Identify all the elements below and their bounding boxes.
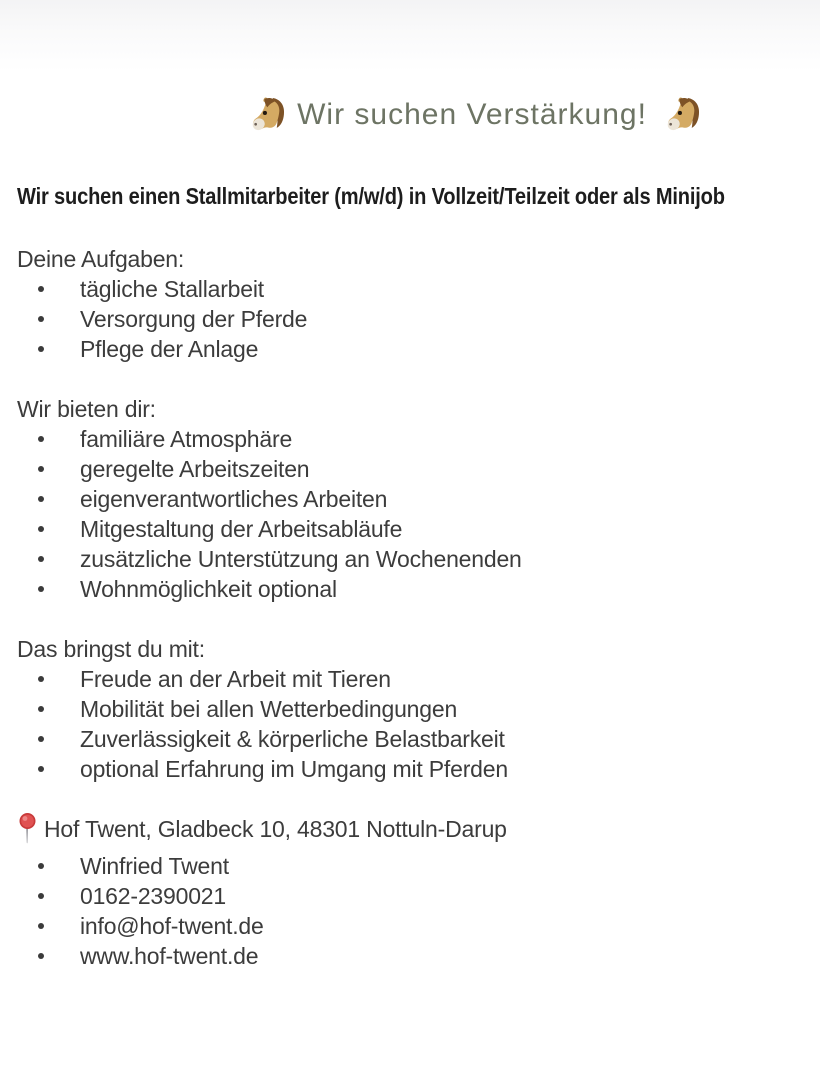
bullet-icon	[38, 556, 44, 562]
list-item-text: Pflege der Anlage	[80, 336, 259, 362]
job-headline: Wir suchen einen Stallmitarbeiter (m/w/d) in Vollzeit/Teilzeit oder als Minijob	[17, 183, 725, 209]
horse-face-icon	[250, 96, 287, 133]
list-item-text: info@hof-twent.de	[80, 913, 264, 939]
list-item	[17, 574, 820, 604]
list-item	[17, 724, 820, 754]
section-das-bringst-du-mit	[17, 634, 820, 784]
bullet-icon	[38, 526, 44, 532]
section-heading: Deine Aufgaben:	[17, 246, 185, 272]
round-pushpin-icon	[17, 812, 37, 846]
list-item	[17, 544, 820, 574]
bullet-icon	[38, 736, 44, 742]
horse-face-icon	[665, 96, 702, 133]
contact-address: Hof Twent, Gladbeck 10, 48301 Nottuln-Darup	[44, 816, 507, 842]
bullet-icon	[38, 863, 44, 869]
list-item-text: optional Erfahrung im Umgang mit Pferden	[80, 756, 508, 782]
list-item-text: geregelte Arbeitszeiten	[80, 456, 310, 482]
list-item-text: Wohnmöglichkeit optional	[80, 576, 337, 602]
contact-website	[17, 941, 820, 971]
bullet-list	[17, 274, 820, 364]
list-item-text: Mobilität bei allen Wetterbedingungen	[80, 696, 458, 722]
list-item	[17, 424, 820, 454]
list-item-text: Zuverlässigkeit & körperliche Belastbarkeit	[80, 726, 505, 752]
list-item-text: Versorgung der Pferde	[80, 306, 308, 332]
list-item	[17, 304, 820, 334]
bullet-icon	[38, 923, 44, 929]
contact-email	[17, 911, 820, 941]
bullet-list	[17, 424, 820, 604]
contact-list	[17, 851, 820, 971]
list-item	[17, 754, 820, 784]
bullet-icon	[38, 706, 44, 712]
list-item	[17, 694, 820, 724]
list-item-text: eigenverantwortliches Arbeiten	[80, 486, 388, 512]
bullet-icon	[38, 586, 44, 592]
bullet-icon	[38, 286, 44, 292]
list-item-text: Freude an der Arbeit mit Tieren	[80, 666, 391, 692]
list-item	[17, 514, 820, 544]
section-heading: Das bringst du mit:	[17, 636, 205, 662]
list-item	[17, 334, 820, 364]
contact-name	[17, 851, 820, 881]
bullet-icon	[38, 436, 44, 442]
list-item-text: www.hof-twent.de	[80, 943, 259, 969]
bullet-icon	[38, 496, 44, 502]
bullet-list	[17, 664, 820, 784]
page-title: Wir suchen Verstärkung!	[297, 97, 647, 131]
bullet-icon	[38, 346, 44, 352]
bullet-icon	[38, 466, 44, 472]
contact-address-row	[17, 814, 820, 848]
section-contact	[17, 814, 820, 971]
list-item-text: familiäre Atmosphäre	[80, 426, 293, 452]
page-title-row	[17, 92, 820, 137]
list-item-text: tägliche Stallarbeit	[80, 276, 264, 302]
list-item-text: Mitgestaltung der Arbeitsabläufe	[80, 516, 403, 542]
bullet-icon	[38, 766, 44, 772]
section-heading: Wir bieten dir:	[17, 396, 156, 422]
list-item-text: Winfried Twent	[80, 853, 229, 879]
list-item-text: 0162-2390021	[80, 883, 226, 909]
bullet-icon	[38, 676, 44, 682]
contact-phone	[17, 881, 820, 911]
section-wir-bieten	[17, 394, 820, 604]
list-item	[17, 664, 820, 694]
bullet-icon	[38, 953, 44, 959]
bullet-icon	[38, 316, 44, 322]
section-aufgaben	[17, 244, 820, 364]
bullet-icon	[38, 893, 44, 899]
list-item	[17, 274, 820, 304]
list-item	[17, 454, 820, 484]
list-item	[17, 484, 820, 514]
list-item-text: zusätzliche Unterstützung an Wochenenden	[80, 546, 522, 572]
